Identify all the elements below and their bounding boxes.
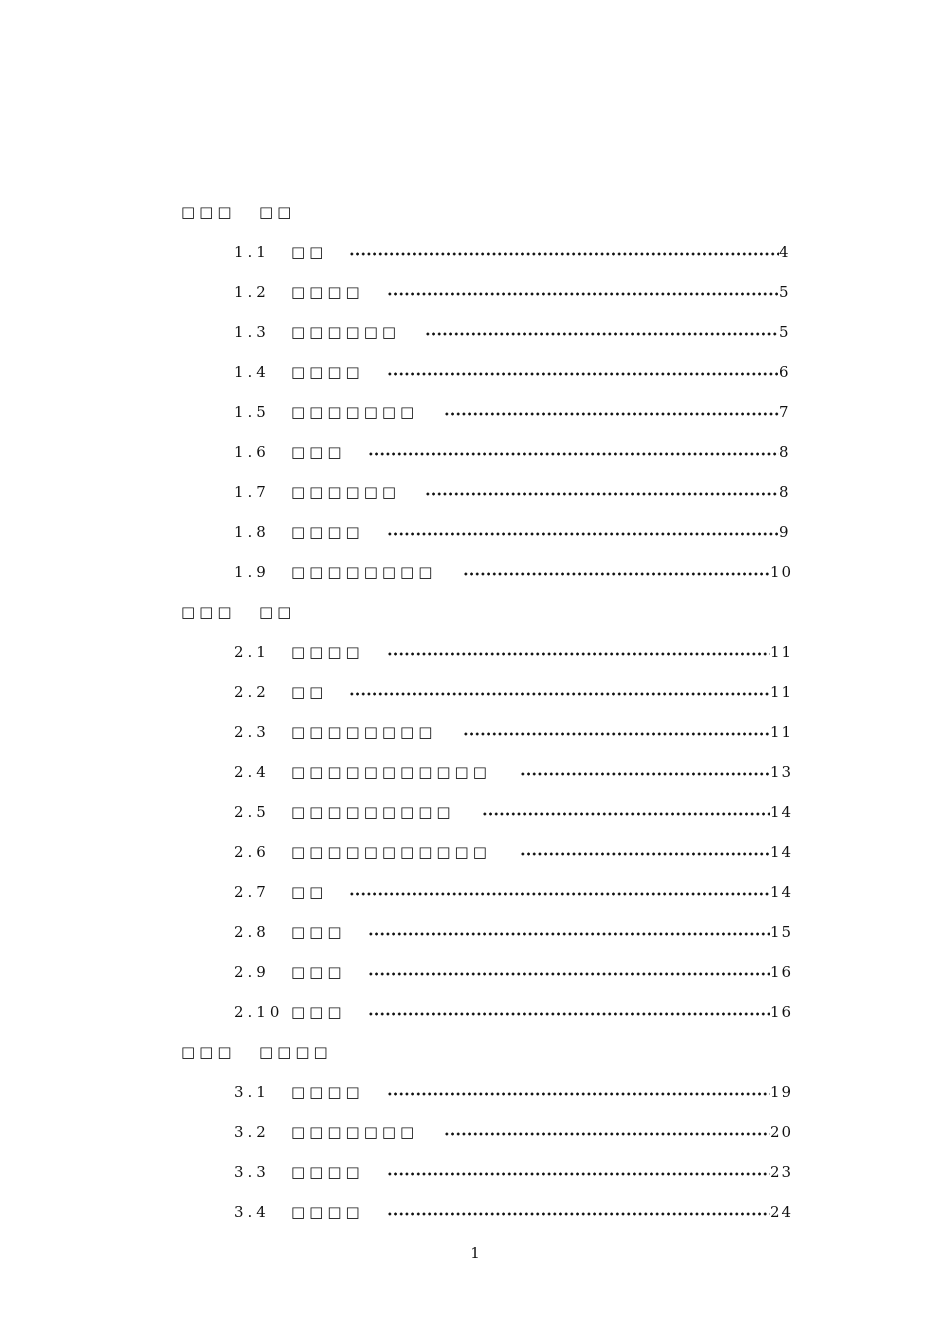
section-number: 2.4 [234, 763, 270, 781]
page-ref: 24 [770, 1203, 794, 1221]
section-number: 2.1 [234, 643, 270, 661]
page-ref: 16 [770, 963, 794, 981]
chapter-title: □□□□ [259, 1043, 332, 1061]
section-number: 3.4 [234, 1203, 270, 1221]
toc-entry [234, 282, 790, 302]
dot-leader [425, 482, 779, 502]
dot-leader [520, 762, 770, 782]
dot-leader [444, 1122, 770, 1142]
section-title: □□□ [291, 443, 346, 461]
toc-chapter-heading [181, 602, 381, 622]
chapter-mark: □□□ [181, 603, 236, 621]
section-title: □□□□□□□□ [291, 563, 437, 581]
page-ref: 14 [770, 883, 794, 901]
page-ref: 4 [779, 243, 791, 261]
toc-entry [234, 682, 794, 702]
section-number: 3.1 [234, 1083, 270, 1101]
section-number: 2.5 [234, 803, 270, 821]
section-number: 1.5 [234, 403, 270, 421]
page-ref: 15 [770, 923, 794, 941]
dot-leader [387, 642, 770, 662]
dot-leader [387, 282, 779, 302]
section-number: 2.8 [234, 923, 270, 941]
section-title: □□□ [291, 923, 346, 941]
toc-entry [234, 482, 790, 502]
page-ref: 16 [770, 1003, 794, 1021]
section-number: 3.3 [234, 1163, 270, 1181]
section-title: □□□□ [291, 363, 364, 381]
toc-chapter-heading [181, 1042, 381, 1062]
section-number: 2.9 [234, 963, 270, 981]
dot-leader [463, 562, 770, 582]
dot-leader [425, 322, 779, 342]
page-ref: 6 [779, 363, 791, 381]
section-number: 2.3 [234, 723, 270, 741]
section-number: 1.8 [234, 523, 270, 541]
dot-leader [482, 802, 770, 822]
dot-leader [368, 1002, 770, 1022]
page-ref: 20 [770, 1123, 794, 1141]
page-ref: 19 [770, 1083, 794, 1101]
section-title: □□□□□□ [291, 323, 401, 341]
page-ref: 11 [770, 683, 794, 701]
section-title: □□□□□□□ [291, 1123, 419, 1141]
toc-entry [234, 962, 794, 982]
section-number: 2.6 [234, 843, 270, 861]
toc-entry [234, 442, 790, 462]
section-number: 1.7 [234, 483, 270, 501]
dot-leader [368, 922, 770, 942]
chapter-mark: □□□ [181, 203, 236, 221]
section-title: □□□ [291, 1003, 346, 1021]
dot-leader [349, 682, 770, 702]
section-title: □□□□□□ [291, 483, 401, 501]
toc-entry [234, 522, 790, 542]
section-title: □□□□□□□□□ [291, 803, 455, 821]
page-number: 1 [470, 1244, 480, 1262]
section-title: □□ [291, 883, 328, 901]
toc-entry [234, 242, 790, 262]
page-ref: 23 [770, 1163, 794, 1181]
section-number: 2.2 [234, 683, 270, 701]
dot-leader [463, 722, 770, 742]
section-title: □□□□ [291, 1163, 364, 1181]
toc-entry [234, 1202, 794, 1222]
toc-entry [234, 322, 790, 342]
page-ref: 8 [779, 483, 791, 501]
toc-entry [234, 642, 794, 662]
toc-entry [234, 362, 790, 382]
toc-entry [234, 1122, 794, 1142]
toc-entry [234, 1082, 794, 1102]
toc-chapter-heading [181, 202, 381, 222]
toc-entry [234, 1002, 794, 1022]
page-ref: 9 [779, 523, 791, 541]
dot-leader [349, 242, 779, 262]
dot-leader [368, 962, 770, 982]
section-number: 1.9 [234, 563, 270, 581]
section-number: 2.7 [234, 883, 270, 901]
toc-entry [234, 402, 790, 422]
toc-entry [234, 1162, 794, 1182]
section-title: □□□□□□□ [291, 403, 419, 421]
dot-leader [387, 1162, 770, 1182]
toc-entry [234, 802, 794, 822]
section-title: □□□□ [291, 1083, 364, 1101]
dot-leader [387, 1202, 770, 1222]
page-ref: 14 [770, 803, 794, 821]
toc-entry [234, 762, 794, 782]
toc-entry [234, 882, 794, 902]
page-ref: 13 [770, 763, 794, 781]
page-ref: 5 [779, 283, 791, 301]
chapter-mark: □□□ [181, 1043, 236, 1061]
page-ref: 7 [779, 403, 791, 421]
section-title: □□ [291, 683, 328, 701]
dot-leader [387, 522, 779, 542]
dot-leader [368, 442, 779, 462]
section-title: □□□□ [291, 643, 364, 661]
toc-entry [234, 562, 794, 582]
dot-leader [387, 362, 779, 382]
section-title: □□□□□□□□ [291, 723, 437, 741]
page-ref: 11 [770, 723, 794, 741]
dot-leader [520, 842, 770, 862]
section-title: □□□□□□□□□□□ [291, 843, 491, 861]
section-title: □□□□ [291, 1203, 364, 1221]
toc-entry [234, 922, 794, 942]
toc-entry [234, 842, 794, 862]
section-title: □□ [291, 243, 328, 261]
chapter-title: □□ [259, 203, 296, 221]
page-ref: 11 [770, 643, 794, 661]
page-ref: 14 [770, 843, 794, 861]
section-number: 1.2 [234, 283, 270, 301]
page-ref: 10 [770, 563, 794, 581]
section-number: 1.6 [234, 443, 270, 461]
section-title: □□□□ [291, 283, 364, 301]
section-title: □□□□ [291, 523, 364, 541]
dot-leader [349, 882, 770, 902]
section-number: 1.4 [234, 363, 270, 381]
page-ref: 8 [779, 443, 791, 461]
toc-entry [234, 722, 794, 742]
dot-leader [387, 1082, 770, 1102]
section-number: 2.10 [234, 1003, 284, 1021]
section-title: □□□ [291, 963, 346, 981]
chapter-title: □□ [259, 603, 296, 621]
section-number: 1.3 [234, 323, 270, 341]
section-number: 3.2 [234, 1123, 270, 1141]
page-ref: 5 [779, 323, 791, 341]
section-number: 1.1 [234, 243, 270, 261]
dot-leader [444, 402, 779, 422]
section-title: □□□□□□□□□□□ [291, 763, 491, 781]
